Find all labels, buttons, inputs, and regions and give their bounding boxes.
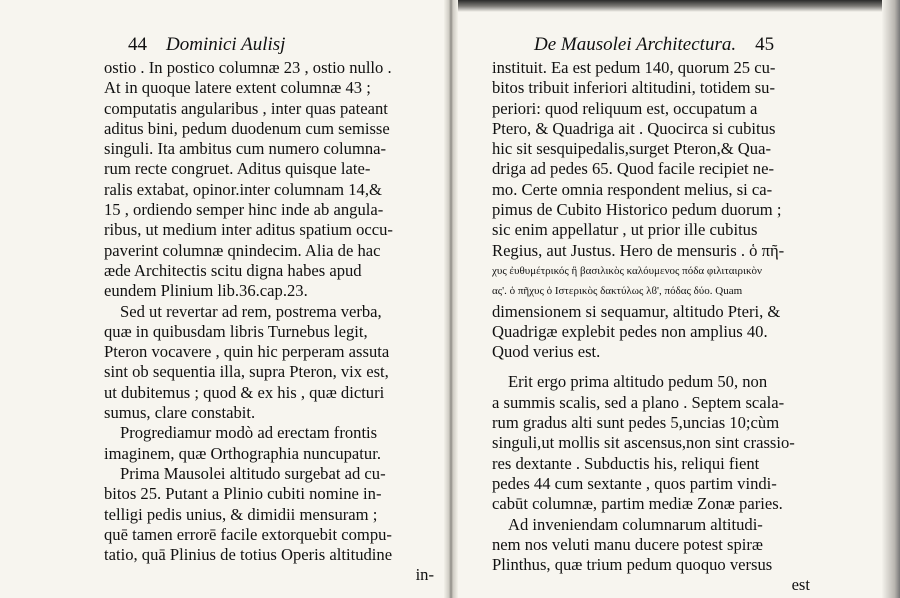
text-line: aditus bini, pedum duodenum cum semisse (104, 118, 390, 138)
text-line: ralis extabat, opinor.inter columnam 14,& (104, 179, 382, 199)
text-line: driga ad pedes 65. Quod facile recipiet ne- (492, 159, 774, 179)
text-line: Quod verius est. (492, 342, 601, 362)
text-line: ribus, ut medium inter aditus spatium occu- (104, 220, 393, 240)
text-line: Quadrigæ explebit pedes non amplius 40. (492, 321, 768, 341)
text-line: a summis scalis, sed a plano . Septem scala- (492, 392, 785, 412)
paragraph-gap (492, 362, 810, 372)
text-line: sic enim appellatur , ut prior ille cubitus (492, 220, 758, 240)
text-line: res dextante . Subductis his, reliqui fient (492, 453, 760, 473)
text-line: bitos 25. Putant a Plinio cubiti nomine in- (104, 484, 382, 504)
text-line: pimus de Cubito Historico pedum duorum ; (492, 200, 782, 220)
text-line: Ptero, & Quadriga ait . Quocirca si cubitus (492, 118, 776, 138)
right-page-text (492, 58, 810, 596)
text-line: eundem Plinium lib.36.cap.23. (104, 281, 308, 301)
text-line: singuli. Ita ambitus cum numero columna- (104, 139, 387, 159)
text-line: cabūt columnæ, partim mediæ Zonæ paries. (492, 494, 783, 514)
text-line: tatio, quā Plinius de totius Operis altitudine (104, 545, 393, 565)
text-line: Sed ut revertar ad rem, postrema verba, (120, 301, 382, 321)
text-line: Ad inveniendam columnarum altitudi- (508, 514, 763, 534)
text-line: computatis angularibus , inter quas pateant (104, 98, 388, 118)
text-line: 15 , ordiendo semper hinc inde ab angula- (104, 200, 384, 220)
right-page-header (534, 34, 774, 56)
text-line: paverint columnæ qnindecim. Alia de hac (104, 240, 381, 260)
text-line: Pteron vocavere , quin hic perperam assuta (104, 342, 390, 362)
text-line: imaginem, quæ Orthographia nuncupatur. (104, 443, 381, 463)
book-gutter (444, 0, 458, 598)
text-line: telligi pedis unius, & dimidii mensuram ; (104, 504, 378, 524)
text-line: æde Architectis scitu digna habes apud (104, 260, 362, 280)
text-line: quæ in quibusdam libris Turnebus legit, (104, 321, 368, 341)
text-line: hic sit sesquipedalis,surget Pteron,& Qua- (492, 139, 771, 159)
text-line: pedes 44 cum sextante , quos partim vindi- (492, 473, 777, 493)
right-page-number: 45 (755, 34, 775, 55)
text-line: singuli,ut mollis sit ascensus,non sint crassio- (492, 433, 795, 453)
right-running-title: De Mausolei Architectura. (534, 34, 737, 55)
left-page-header (128, 34, 285, 56)
text-line: Plinthus, quæ trium pedum quoquo versus (492, 555, 773, 575)
text-line: sumus, clare constabit. (104, 403, 256, 423)
page-shadow-top (458, 0, 900, 12)
text-line: Regius, aut Justus. Hero de mensuris . ὁ πῆ- (492, 240, 785, 260)
catchword: in- (415, 565, 434, 585)
text-line: Erit ergo prima altitudo pedum 50, non (508, 372, 768, 392)
left-page-text (104, 58, 434, 586)
greek-text-line: ας'. ὁ πῆχυς ὁ Ιστερικὸς δακτύλως λϐ', πόδας δύο. Quam (492, 285, 743, 298)
text-line: quē tamen errorē facile extorquebit compu- (104, 524, 392, 544)
left-running-title: Dominici Aulisj (166, 34, 286, 55)
text-line: mo. Certe omnia respondent melius, si ca- (492, 179, 773, 199)
catchword: est (791, 575, 810, 595)
text-line: rum gradus alti sunt pedes 5,uncias 10;cùm (492, 413, 780, 433)
left-page-number: 44 (128, 34, 147, 55)
text-line: rum recte congruet. Aditus quisque late- (104, 159, 371, 179)
text-line: At in quoque latere extent columnæ 43 ; (104, 78, 371, 98)
greek-text-line: χυς ἐυθυμέτρικός ἢ βασιλικὸς καλόυμενος πόδα φιλιταιρικὸν (492, 264, 762, 277)
text-line: dimensionem si sequamur, altitudo Pteri, & (492, 301, 781, 321)
text-line: bitos tribuit inferiori altitudini, totidem su- (492, 78, 775, 98)
page-edge-right (882, 0, 900, 598)
text-line: nem nos veluti manu ducere potest spiræ (492, 534, 763, 554)
text-line: periori: quod reliquum est, occupatum a (492, 98, 758, 118)
text-line: ostio . In postico columnæ 23 , ostio nullo . (104, 58, 392, 77)
text-line: Prima Mausolei altitudo surgebat ad cu- (120, 463, 386, 483)
text-line: instituit. Ea est pedum 140, quorum 25 cu- (492, 58, 776, 77)
text-line: Progrediamur modò ad erectam frontis (120, 423, 378, 443)
text-line: sint ob sequentia illa, supra Pteron, vix est, (104, 362, 389, 382)
text-line: ut dubitemus ; quod & ex his , quæ dicturi (104, 382, 385, 402)
